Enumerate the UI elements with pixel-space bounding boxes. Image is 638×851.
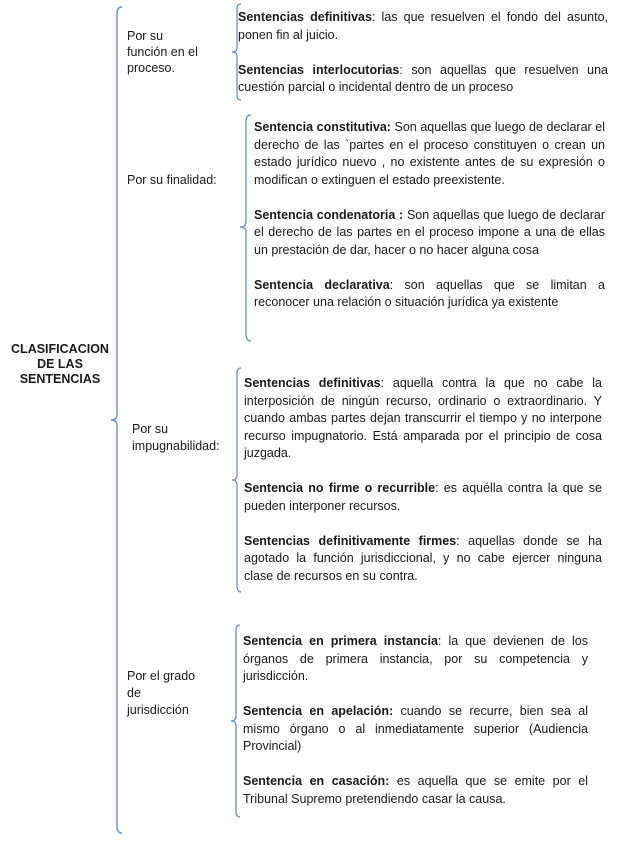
entry-sentencia-constitutiva: Sentencia constitutiva: Son aquellas que luego de declarar el derecho de las `partes en el proceso constituyen o crean un estado jurídico nuevo , no existente antes de su expresión o modifican o extinguen el estado preexistente. [254, 120, 605, 187]
group-finalidad [254, 119, 605, 312]
entry-sentencias-definitivamente-firmes: Sentencias definitivamente firmes: aquellas donde se ha agotado la función jurisdiccional, y no cabe ejercer ninguna clase de recursos en su contra. [244, 533, 602, 583]
root-title-line: SENTENCIAS [19, 372, 101, 386]
category-label-impugnabilidad: Por su impugnabilidad: [132, 422, 220, 453]
root-title-line: CLASIFICACION [11, 342, 109, 356]
category-label-finalidad: Por su finalidad: [127, 173, 217, 187]
entry-primera-instancia: Sentencia en primera instancia: la que devienen de los órganos de primera instancia, por su competencia y jurisdicción. [243, 634, 588, 683]
entry-sentencias-definitivas-impug: Sentencias definitivas: aquella contra la que no cabe la interposición de ningún recurso, ordinario o extraordinario. Y cuando ambas partes dejan transcurrir el tiempo y no interpone recurso impugnatorio. Está amparada por el principio de cosa juzgada. [244, 376, 602, 460]
category-label-grado: Por el grado de jurisdicción [127, 669, 196, 717]
entry-sentencia-condenatoria: Sentencia condenatoria : Son aquellas que luego de declarar el derecho de las partes en el proceso impone a una de ellas un prestación de dar, hacer o no hacer alguna cosa [254, 207, 605, 257]
brace-finalidad [237, 114, 253, 342]
entry-sentencia-declarativa: Sentencia declarativa: son aquellas que se limitan a reconocer una relación o situación jurídica ya existente [254, 277, 605, 309]
group-funcion [238, 9, 608, 97]
entry-sentencias-interlocutorias: Sentencias interlocutorias: son aquellas que resuelven una cuestión parcial o incidental dentro de un proceso [238, 62, 608, 94]
root-title-line: DE LAS [37, 357, 83, 371]
entry-casacion: Sentencia en casación: es aquella que se emite por el Tribunal Supremo pretendiendo casar la causa. [243, 774, 588, 806]
root-title [6, 342, 114, 387]
brace-impugnabilidad [229, 367, 243, 593]
group-impugnabilidad [244, 375, 602, 585]
category-label-funcion: Por su función en el proceso. [127, 29, 198, 75]
entry-apelacion: Sentencia en apelación: cuando se recurre, bien sea al mismo órgano o al inmediatamente superior (Audiencia Provincial) [243, 704, 588, 753]
group-grado [243, 633, 588, 808]
entry-sentencias-definitivas: Sentencias definitivas: las que resuelven el fondo del asunto, ponen fin al juicio. [238, 10, 608, 42]
entry-sentencia-no-firme: Sentencia no firme o recurrible: es aquélla contra la que se pueden interponer recursos. [244, 481, 602, 513]
brace-grado [228, 624, 242, 818]
main-brace [108, 6, 124, 834]
